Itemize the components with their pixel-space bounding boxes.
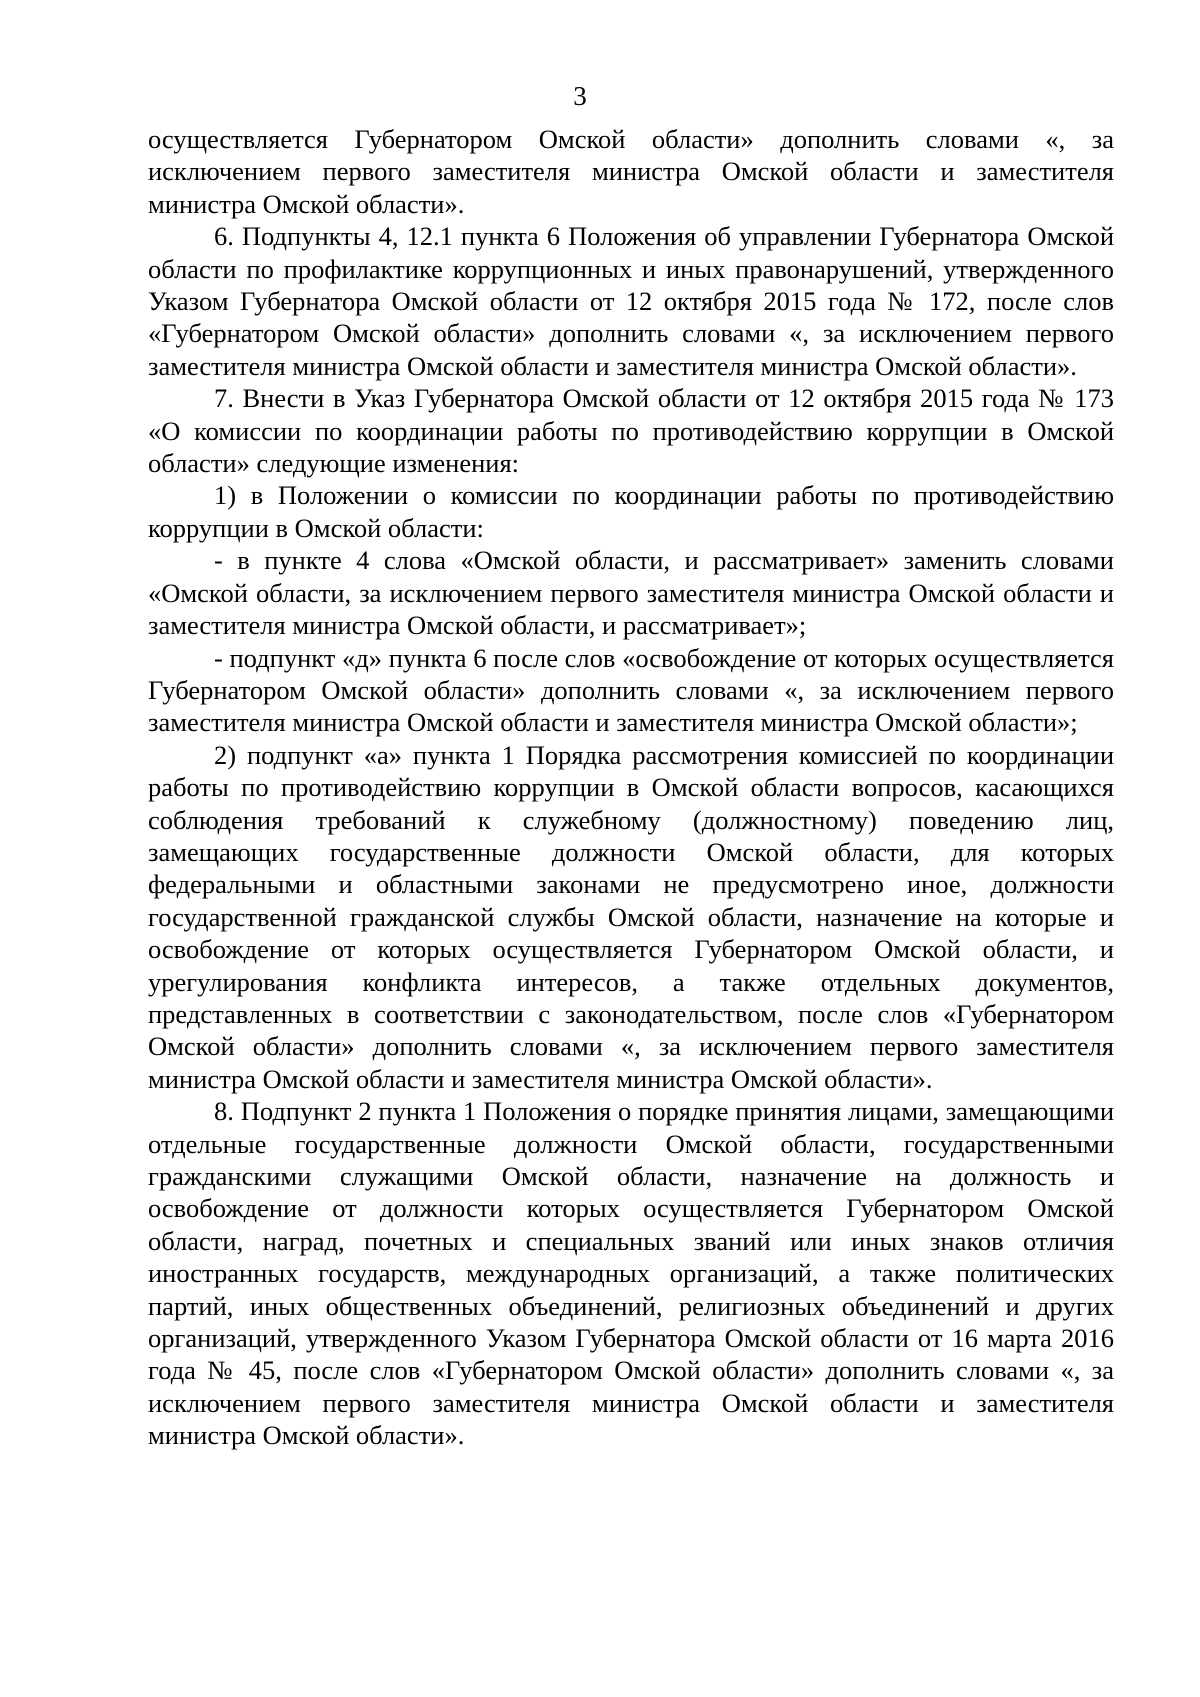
paragraph-dash-item-2: - подпункт «д» пункта 6 после слов «освобождение от которых осуществляется Губернатором Омской области» дополнить словами «, за исключением первого заместителя министра Омской области и заместителя министра Омской области»; bbox=[148, 642, 1114, 738]
paragraph-item-8: 8. Подпункт 2 пункта 1 Положения о порядке принятия лицами, замещающими отдельные государственные должности Омской области, государственными гражданскими служащими Омской области, назначение на должность и освобождение от должности которых осуществляется Губернатором Омской области, наград, почетных и специальных званий или иных знаков отличия иностранных государств, международных организаций, а также политических партий, иных общественных объединений, религиозных объединений и других организаций, утвержденного Указом Губернатора Омской области от 16 марта 2016 года № 45, после слов «Губернатором Омской области» дополнить словами «, за исключением первого заместителя министра Омской области и заместителя министра Омской области». bbox=[148, 1096, 1114, 1451]
paragraph-subitem-2: 2) подпункт «а» пункта 1 Порядка рассмотрения комиссией по координации работы по противодействию коррупции в Омской области вопросов, касающихся соблюдения требований к служебному (должностному) поведению лиц, замещающих государственные должности Омской области, для которых федеральными и областными законами не предусмотрено иное, должности государственной гражданской службы Омской области, назначение на которые и освобождение от которых осуществляется Губернатором Омской области, и урегулирования конфликта интересов, а также отдельных документов, представленных в соответствии с законодательством, после слов «Губернатором Омской области» дополнить словами «, за исключением первого заместителя министра Омской области и заместителя министра Омской области». bbox=[148, 739, 1114, 1094]
document-body bbox=[148, 123, 1114, 1452]
page-number: 3 bbox=[573, 81, 587, 111]
paragraph-dash-item-1: - в пункте 4 слова «Омской области, и рассматривает» заменить словами «Омской области, за исключением первого заместителя министра Омской области и заместителя министра Омской области, и рассматривает»; bbox=[148, 545, 1114, 641]
paragraph-subitem-1: 1) в Положении о комиссии по координации работы по противодействию коррупции в Омской области: bbox=[148, 480, 1114, 543]
paragraph-item-7: 7. Внести в Указ Губернатора Омской области от 12 октября 2015 года № 173 «О комиссии по координации работы по противодействию коррупции в Омской области» следующие изменения: bbox=[148, 383, 1114, 479]
paragraph-item-6: 6. Подпункты 4, 12.1 пункта 6 Положения об управлении Губернатора Омской области по профилактике коррупционных и иных правонарушений, утвержденного Указом Губернатора Омской области от 12 октября 2015 года № 172, после слов «Губернатором Омской области» дополнить словами «, за исключением первого заместителя министра Омской области и заместителя министра Омской области». bbox=[148, 221, 1114, 381]
paragraph-continuation: осуществляется Губернатором Омской области» дополнить словами «, за исключением первого заместителя министра Омской области и заместителя министра Омской области». bbox=[148, 124, 1114, 219]
